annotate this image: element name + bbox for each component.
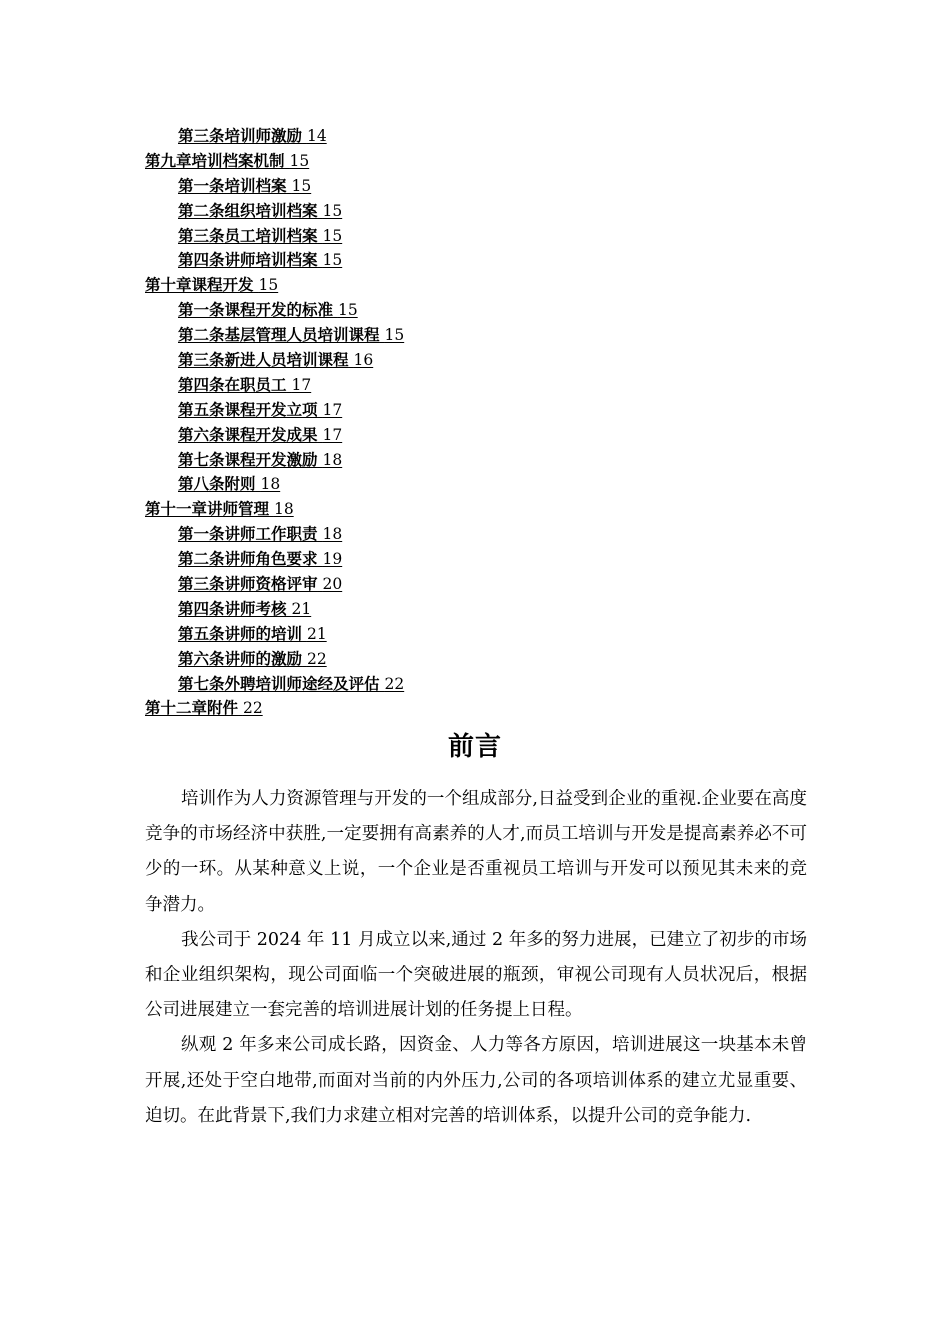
toc-link[interactable] (178, 426, 342, 444)
toc-page-number: 17 (322, 425, 343, 444)
toc-page-number: 19 (322, 550, 343, 569)
toc-entry-title: 第六条课程开发成果 (178, 424, 318, 444)
toc-page-number: 22 (384, 674, 405, 693)
toc-chapter-entry[interactable] (145, 149, 845, 174)
toc-entry-title: 第二条讲师角色要求 (178, 549, 318, 569)
toc-article-entry[interactable] (145, 124, 845, 149)
preface-heading: 前言 (447, 732, 502, 762)
toc-link[interactable] (178, 675, 404, 693)
table-of-contents (145, 124, 845, 721)
toc-entry-title: 第一条讲师工作职责 (178, 524, 318, 544)
toc-link[interactable] (178, 650, 327, 668)
toc-entry-title: 第九章培训档案机制 (145, 150, 285, 170)
toc-entry-title: 第六条讲师的激励 (178, 648, 303, 668)
toc-entry-title: 第三条新进人员培训课程 (178, 350, 349, 370)
toc-article-entry[interactable] (145, 298, 845, 323)
toc-entry-title: 第十二章附件 (145, 698, 239, 718)
toc-link[interactable] (178, 227, 342, 245)
toc-article-entry[interactable] (145, 622, 845, 647)
toc-link[interactable] (178, 575, 342, 593)
toc-entry-title: 第二条组织培训档案 (178, 200, 318, 220)
toc-entry-title: 第一条培训档案 (178, 175, 287, 195)
toc-article-entry[interactable] (145, 423, 845, 448)
toc-chapter-entry[interactable] (145, 273, 845, 298)
toc-article-entry[interactable] (145, 472, 845, 497)
toc-page-number: 15 (322, 251, 343, 270)
toc-link[interactable] (145, 699, 263, 717)
toc-entry-title: 第十一章讲师管理 (145, 499, 270, 519)
toc-link[interactable] (178, 451, 342, 469)
toc-page-number: 22 (306, 649, 327, 668)
toc-page-number: 21 (291, 599, 312, 618)
toc-link[interactable] (145, 152, 309, 170)
toc-page-number: 21 (306, 624, 327, 643)
toc-entry-title: 第七条课程开发激励 (178, 449, 318, 469)
toc-link[interactable] (178, 475, 280, 493)
toc-entry-title: 第三条讲师资格评审 (178, 574, 318, 594)
toc-page-number: 15 (322, 226, 343, 245)
toc-entry-title: 第四条在职员工 (178, 374, 287, 394)
toc-article-entry[interactable] (145, 448, 845, 473)
toc-page-number: 15 (291, 176, 312, 195)
toc-link[interactable] (178, 202, 342, 220)
toc-article-entry[interactable] (145, 199, 845, 224)
toc-link[interactable] (178, 177, 311, 195)
toc-article-entry[interactable] (145, 522, 845, 547)
toc-link[interactable] (178, 600, 311, 618)
toc-page-number: 15 (322, 201, 343, 220)
preface-paragraph: 我公司于 2024 年 11 月成立以来,通过 2 年多的努力进展，已建立了初步的市场和企业组织架构，现公司面临一个突破进展的瓶颈，审视公司现有人员状况后，根据公司进展建立一套完善的培训进展计划的任务提上日程。 (145, 929, 807, 1021)
toc-entry-title: 第二条基层管理人员培训课程 (178, 325, 380, 345)
preface-body (145, 782, 807, 1134)
toc-link[interactable] (178, 401, 342, 419)
toc-page-number: 14 (306, 127, 327, 145)
toc-page-number: 18 (260, 475, 281, 494)
toc-page-number: 16 (353, 351, 374, 370)
toc-link[interactable] (178, 376, 311, 394)
toc-article-entry[interactable] (145, 373, 845, 398)
toc-link[interactable] (178, 326, 404, 344)
toc-entry-title: 第三条员工培训档案 (178, 225, 318, 245)
toc-article-entry[interactable] (145, 323, 845, 348)
toc-link[interactable] (178, 127, 327, 145)
toc-article-entry[interactable] (145, 174, 845, 199)
toc-link[interactable] (145, 500, 294, 518)
toc-link[interactable] (178, 550, 342, 568)
toc-link[interactable] (145, 276, 278, 294)
toc-page-number: 20 (322, 575, 343, 594)
preface-paragraph: 培训作为人力资源管理与开发的一个组成部分,日益受到企业的重视.企业要在高度竞争的市场经济中获胜,一定要拥有高素养的人才,而员工培训与开发是提高素养必不可少的一环。从某种意义上说，一个企业是否重视员工培训与开发可以预见其未来的竞争潜力。 (145, 789, 807, 915)
toc-entry-title: 第八条附则 (178, 474, 256, 494)
toc-entry-title: 第五条课程开发立项 (178, 399, 318, 419)
toc-page-number: 15 (258, 276, 279, 295)
toc-entry-title: 第四条讲师考核 (178, 598, 287, 618)
toc-page-number: 18 (322, 450, 343, 469)
toc-page-number: 15 (289, 151, 310, 170)
toc-link[interactable] (178, 251, 342, 269)
toc-page-number: 17 (291, 375, 312, 394)
toc-chapter-entry[interactable] (145, 696, 845, 721)
toc-page-number: 18 (322, 525, 343, 544)
toc-article-entry[interactable] (145, 224, 845, 249)
toc-entry-title: 第七条外聘培训师途经及评估 (178, 673, 380, 693)
toc-entry-title: 第十章课程开发 (145, 275, 254, 295)
toc-page-number: 22 (242, 699, 263, 718)
toc-article-entry[interactable] (145, 572, 845, 597)
toc-page-number: 18 (273, 500, 294, 519)
toc-link[interactable] (178, 351, 373, 369)
toc-article-entry[interactable] (145, 398, 845, 423)
toc-article-entry[interactable] (145, 348, 845, 373)
toc-article-entry[interactable] (145, 248, 845, 273)
toc-chapter-entry[interactable] (145, 497, 845, 522)
toc-entry-title: 第四条讲师培训档案 (178, 250, 318, 270)
toc-article-entry[interactable] (145, 647, 845, 672)
toc-article-entry[interactable] (145, 672, 845, 697)
toc-entry-title: 第三条培训师激励 (178, 126, 303, 145)
toc-entry-title: 第五条讲师的培训 (178, 623, 303, 643)
toc-link[interactable] (178, 525, 342, 543)
toc-page-number: 15 (384, 326, 405, 345)
toc-article-entry[interactable] (145, 547, 845, 572)
toc-page-number: 15 (337, 301, 358, 320)
toc-link[interactable] (178, 625, 327, 643)
toc-entry-title: 第一条课程开发的标准 (178, 300, 334, 320)
preface-paragraph: 纵观 2 年多来公司成长路，因资金、人力等各方原因，培训进展这一块基本未曾开展,还处于空白地带,而面对当前的内外压力,公司的各项培训体系的建立尤显重要、迫切。在此背景下,我们力求建立相对完善的培训体系，以提升公司的竞争能力. (145, 1035, 807, 1126)
toc-article-entry[interactable] (145, 597, 845, 622)
toc-page-number: 17 (322, 400, 343, 419)
toc-link[interactable] (178, 301, 358, 319)
